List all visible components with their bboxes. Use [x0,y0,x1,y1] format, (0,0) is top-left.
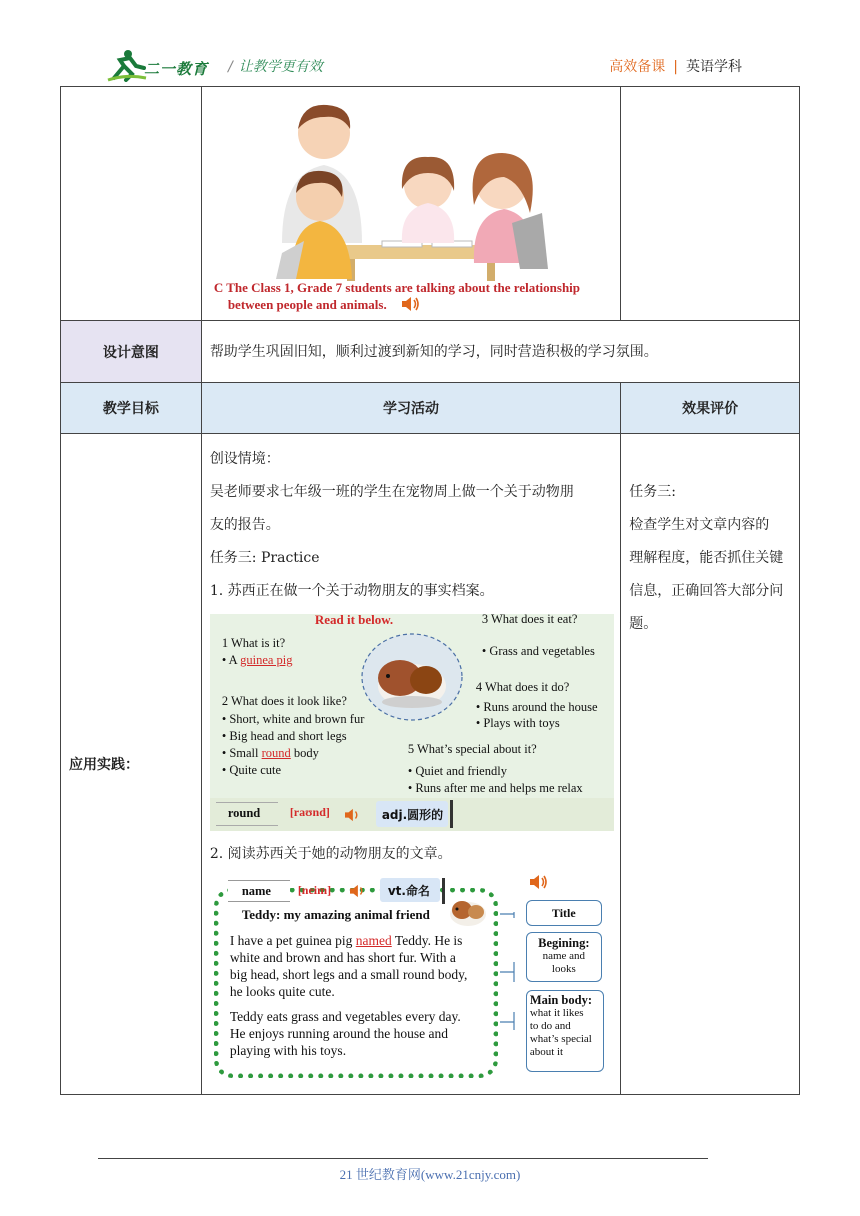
fact-a5: • Quiet and friendly [407,764,507,778]
practice-line: 吴老师要求七年级一班的学生在宠物周上做一个关于动物朋 [209,484,574,500]
evaluation-line: 信息，正确回答大部分问 [629,583,784,599]
evaluation-line: 理解程度，能否抓住关键 [629,550,784,566]
caption-line-2: between people and animals. [227,297,387,312]
article-vocab-phonetic: [neim] [297,883,332,897]
empty-cell [61,87,202,320]
guinea-pig-photo [360,632,464,722]
p1-named: named [355,933,392,948]
header-cell-evaluation [621,383,800,433]
fact-a2: • Short, white and brown fur [221,712,365,726]
logo-text: 二一教育 [144,60,209,78]
design-intent-text: 帮助学生巩固旧知，顺利过渡到新知的学习，同时营造积极的学习氛围。 [209,343,658,360]
lesson-table [60,86,800,1095]
practice-label: 应用实践： [69,757,139,773]
header-activity: 学习活动 [383,401,440,417]
evaluation-line: 题。 [629,616,658,632]
practice-evaluation-cell [621,434,800,1094]
fact-a4: • Plays with toys [475,716,560,730]
evaluation-line: 任务三: [629,484,676,500]
box-main-head: Main body: [529,993,592,1007]
vocab-phonetic: [raʊnd] [289,805,330,819]
p1-line: big head, short legs and a small round body, [229,967,468,982]
fact-a2-small-word: round [261,746,291,760]
vocab-bar-round [210,798,614,831]
design-intent-text-cell [202,321,800,382]
fact-a2-last: • Quite cute [221,763,282,777]
box-beg-body: name and [542,950,586,962]
practice-line: 友的报告。 [209,517,280,533]
box-main-body: about it [529,1046,564,1058]
speaker-icon[interactable] [400,296,420,312]
practice-line: 创设情境： [209,451,280,467]
box-main-body: what’s special [529,1033,592,1045]
article-vocab-word: name [241,884,271,898]
page-header [100,46,760,86]
footer-rule [98,1158,708,1159]
design-intent-row [61,321,800,383]
fact-q5: 5 What’s special about it? [407,742,537,756]
article-paragraph-1 [230,932,468,1000]
vocab-definition: adj.圆形的 [381,808,444,822]
illustration-cell [202,87,621,320]
box-beg-head: Begining: [538,936,590,950]
practice-intro [210,443,574,608]
fact-a2: • Big head and short legs [221,729,347,743]
header-slogan: / 让教学更有效 [228,59,323,75]
header-right-b: 英语学科 [686,59,742,75]
fact-q4: 4 What does it do? [475,680,570,694]
speaker-icon[interactable] [528,874,548,890]
column-header-row [61,383,800,434]
footer-link[interactable]: 21 世纪教育网(www.21cnjy.com) [339,1167,521,1182]
speaker-icon[interactable] [348,884,366,898]
fact-q1: 1 What is it? [221,636,286,650]
p2-line: He enjoys running around the house and [229,1026,449,1041]
caption-line-1: C The Class 1, Grade 7 students are talking about the relationship [213,280,581,295]
fact-q3: 3 What does it eat? [481,612,578,626]
guinea-pig-icon [448,894,488,928]
header-evaluation: 效果评价 [682,401,739,417]
article-vocab-definition: vt.命名 [387,884,430,898]
header-right-a: 高效备课 [609,59,666,75]
caption-line-2-wrap [214,296,580,313]
evaluation-line: 检查学生对文章内容的 [629,517,770,533]
structure-box-title: Title [526,900,602,926]
p1-line: white and brown and has short fur. With a [229,950,456,965]
box-beg-body: looks [551,963,576,975]
fact-a1-prefix: • A [221,653,241,667]
design-intent-label: 设计意图 [102,344,159,361]
practice-line: 任务三: Practice [209,550,320,566]
article-paragraph-2 [230,1008,461,1059]
fact-a4: • Runs around the house [475,700,598,714]
design-intent-label-cell [61,321,202,382]
header-cell-goal [61,383,202,433]
box-main-body: what it likes [529,1007,584,1019]
fact-q2: 2 What does it look like? [221,694,347,708]
speaker-icon[interactable] [343,808,361,822]
header-cell-activity [202,383,621,433]
article-image [210,872,614,1084]
fact-a1 [222,653,293,668]
header-goal: 教学目标 [102,401,159,417]
vocab-word: round [227,806,261,820]
illustration-row [61,87,800,321]
fact-a2-small-prefix: • Small [221,746,262,760]
box-main-body: to do and [529,1020,571,1032]
practice-row [61,434,800,1095]
fact-a2-small-suffix: body [290,746,319,760]
p2-line: playing with his toys. [229,1043,347,1058]
evaluation-text [629,476,783,641]
slogan-text: 让教学更有效 [238,59,323,75]
structure-box-beginning [526,932,602,982]
fact-file-image [210,614,614,831]
article-title: Teddy: my amazing animal friend [241,907,430,922]
fact-a1-word: guinea pig [240,653,293,667]
empty-cell [621,87,800,320]
fact-a2-small [222,746,319,761]
practice-label-cell [61,434,202,1094]
fact-a5: • Runs after me and helps me relax [407,781,583,795]
p1-part-a: I have a pet guinea pig [229,933,356,948]
illustration-caption [214,279,580,313]
fact-a3: • Grass and vegetables [481,644,595,658]
p1-line: he looks quite cute. [229,984,335,999]
p1-part-b: Teddy. He is [391,933,463,948]
practice-activity-cell [202,434,621,1094]
fact-title: Read it below. [314,612,394,627]
practice-line: 1. 苏西正在做一个关于动物朋友的事实档案。 [209,583,494,599]
structure-box-main-body [526,990,604,1072]
header-subject: 高效备课 | 英语学科 [609,59,742,75]
p2-line: Teddy eats grass and vegetables every day. [229,1009,461,1024]
practice-item2: 2. 阅读苏西关于她的动物朋友的文章。 [209,846,452,862]
